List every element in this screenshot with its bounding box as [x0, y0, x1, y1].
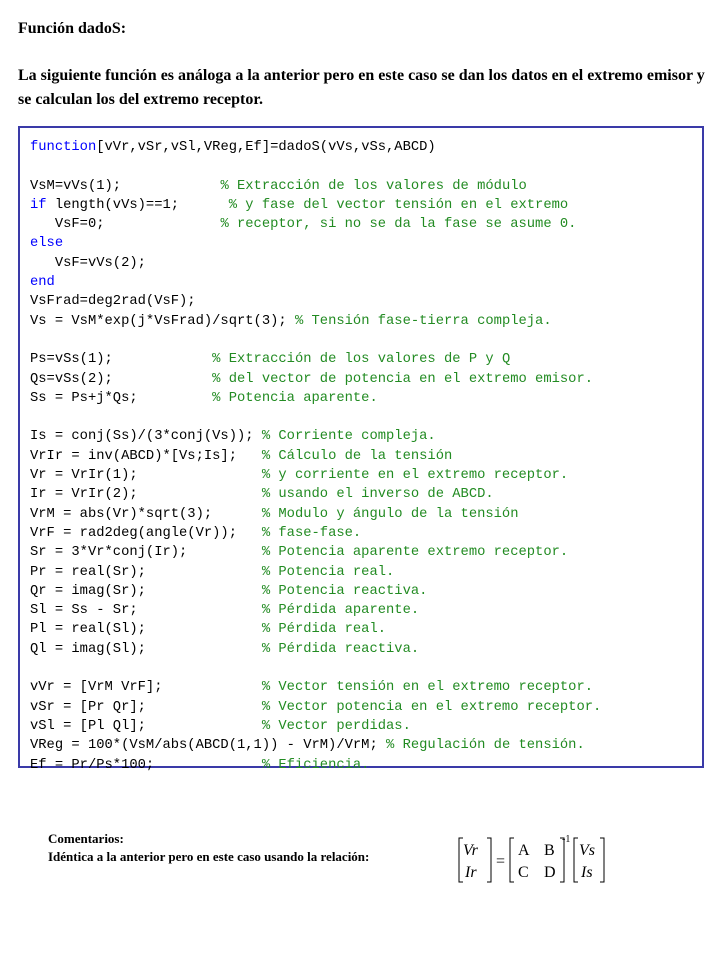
code-text: Vs = VsM*exp(j*VsFrad)/sqrt(3);: [30, 313, 295, 329]
code-line: [30, 312, 698, 331]
code-line: [30, 678, 698, 697]
code-text: Ss = Ps+j*Qs;: [30, 390, 213, 406]
intro-paragraph: La siguiente función es análoga a la anterior pero en este caso se dan los datos en el extremo emisor y se calculan los del extremo receptor.: [18, 67, 705, 108]
page-title: Función dadoS:: [18, 20, 127, 37]
code-line: [30, 543, 698, 562]
code-comment: % receptor, si no se da la fase se asume 0.: [220, 217, 577, 233]
matrix-a: A: [518, 842, 530, 859]
code-line: [30, 177, 698, 196]
code-comment: % y corriente en el extremo receptor.: [261, 468, 569, 484]
matrix-c: C: [518, 864, 529, 881]
code-text: Ps=vSs(1);: [30, 352, 213, 368]
code-keyword: else: [30, 236, 64, 252]
matrix-b: B: [544, 842, 555, 859]
code-line: [30, 157, 698, 176]
code-line: [30, 620, 698, 639]
code-comment: % Pérdida aparente.: [261, 603, 420, 619]
code-text: VsF=vVs(2);: [30, 255, 146, 271]
code-comment: % Vector tensión en el extremo receptor.: [261, 680, 594, 696]
code-line: [30, 756, 698, 775]
code-keyword: function: [30, 140, 97, 155]
code-comment: % fase-fase.: [261, 525, 362, 541]
code-comment: % Potencia reactiva.: [261, 583, 428, 599]
code-text: Ql = imag(Sl);: [30, 641, 262, 657]
matrix-equation-svg: [456, 832, 626, 888]
code-line: [30, 717, 698, 736]
lhs-bottom: Ir: [465, 864, 477, 881]
code-line: [30, 389, 698, 408]
code-comment: % Corriente compleja.: [261, 429, 436, 445]
code-text: Sr = 3*Vr*conj(Ir);: [30, 545, 262, 561]
code-text: VrF = rad2deg(angle(Vr));: [30, 525, 262, 541]
code-line: [30, 331, 698, 350]
code-text: vSl = [Pl Ql];: [30, 718, 262, 734]
rhs-top: Vs: [579, 842, 595, 859]
code-line: [30, 196, 698, 215]
code-text: Pl = real(Sl);: [30, 622, 262, 638]
code-line: [30, 234, 698, 253]
code-line: [30, 273, 698, 292]
code-text: Ir = VrIr(2);: [30, 487, 262, 503]
code-comment: % Vector perdidas.: [261, 718, 411, 734]
code-line: [30, 466, 698, 485]
code-text: VsFrad=deg2rad(VsF);: [30, 294, 196, 310]
code-text: Qr = imag(Sr);: [30, 583, 262, 599]
code-comment: % Cálculo de la tensión: [261, 448, 453, 464]
code-comment: % Extracción de los valores de P y Q: [212, 352, 511, 368]
code-comment: % Potencia real.: [261, 564, 395, 580]
code-text: vVr = [VrM VrF];: [30, 680, 262, 696]
code-text: Ef = Pr/Ps*100;: [30, 757, 262, 773]
code-line: [30, 505, 698, 524]
matrix-equation: [456, 832, 626, 888]
code-text: VsM=vVs(1);: [30, 178, 221, 194]
code-line: [30, 524, 698, 543]
code-line: [30, 698, 698, 717]
code-comment: % Potencia aparente extremo receptor.: [261, 545, 569, 561]
code-line: [30, 447, 698, 466]
code-comment: % Modulo y ángulo de la tensión: [261, 506, 519, 522]
code-comment: % del vector de potencia en el extremo emisor.: [212, 371, 594, 387]
code-line: [30, 370, 698, 389]
code-comment: % Regulación de tensión.: [386, 738, 585, 754]
code-line: [30, 350, 698, 369]
code-comment: % Tensión fase-tierra compleja.: [294, 313, 552, 329]
code-text: length(vVs)==1;: [46, 197, 229, 213]
code-text: Sl = Ss - Sr;: [30, 603, 262, 619]
code-line: [30, 563, 698, 582]
equals-sign: =: [496, 853, 506, 870]
code-line: [30, 427, 698, 446]
code-comment: % usando el inverso de ABCD.: [261, 487, 494, 503]
code-line: [30, 138, 698, 157]
code-line: [30, 254, 698, 273]
code-comment: % Vector potencia en el extremo receptor.: [261, 699, 602, 715]
code-line: [30, 659, 698, 678]
code-keyword: end: [30, 275, 55, 291]
code-comment: % Pérdida real.: [261, 622, 387, 638]
code-text: VrM = abs(Vr)*sqrt(3);: [30, 506, 262, 522]
code-comment: % Potencia aparente.: [212, 390, 378, 406]
code-comment: % Eficiencia.: [261, 757, 370, 773]
code-comment: % y fase del vector tensión en el extremo: [228, 197, 569, 213]
code-line: [30, 292, 698, 311]
comments-text: Idéntica a la anterior pero en este caso usando la relación:: [48, 849, 370, 864]
code-comment: % Pérdida reactiva.: [261, 641, 420, 657]
code-line: [30, 601, 698, 620]
code-block: [18, 126, 704, 773]
matrix-d: D: [544, 864, 556, 881]
rhs-bottom: Is: [581, 864, 593, 881]
code-text: VrIr = inv(ABCD)*[Vs;Is];: [30, 448, 262, 464]
code-keyword: if: [30, 197, 47, 213]
code-listing: [30, 138, 698, 775]
code-text: VReg = 100*(VsM/abs(ABCD(1,1)) - VrM)/VrM;: [30, 738, 387, 754]
code-text: [vVr,vSr,vSl,VReg,Ef]=dadoS(vVs,vSs,ABCD): [96, 140, 436, 155]
code-line: [30, 408, 698, 427]
code-line: [30, 485, 698, 504]
code-text: Is = conj(Ss)/(3*conj(Vs));: [30, 429, 262, 445]
lhs-top: Vr: [463, 842, 478, 859]
code-line: [30, 215, 698, 234]
code-line: [30, 736, 698, 755]
code-text: vSr = [Pr Qr];: [30, 699, 262, 715]
code-text: VsF=0;: [30, 217, 221, 233]
code-text: Pr = real(Sr);: [30, 564, 262, 580]
inverse-exponent: -1: [562, 834, 571, 845]
code-line: [30, 582, 698, 601]
code-text: Vr = VrIr(1);: [30, 468, 262, 484]
comments-label: Comentarios:: [48, 831, 124, 846]
code-text: Qs=vSs(2);: [30, 371, 213, 387]
code-comment: % Extracción de los valores de módulo: [220, 178, 527, 194]
comments-section: [48, 830, 369, 866]
code-line: [30, 640, 698, 659]
